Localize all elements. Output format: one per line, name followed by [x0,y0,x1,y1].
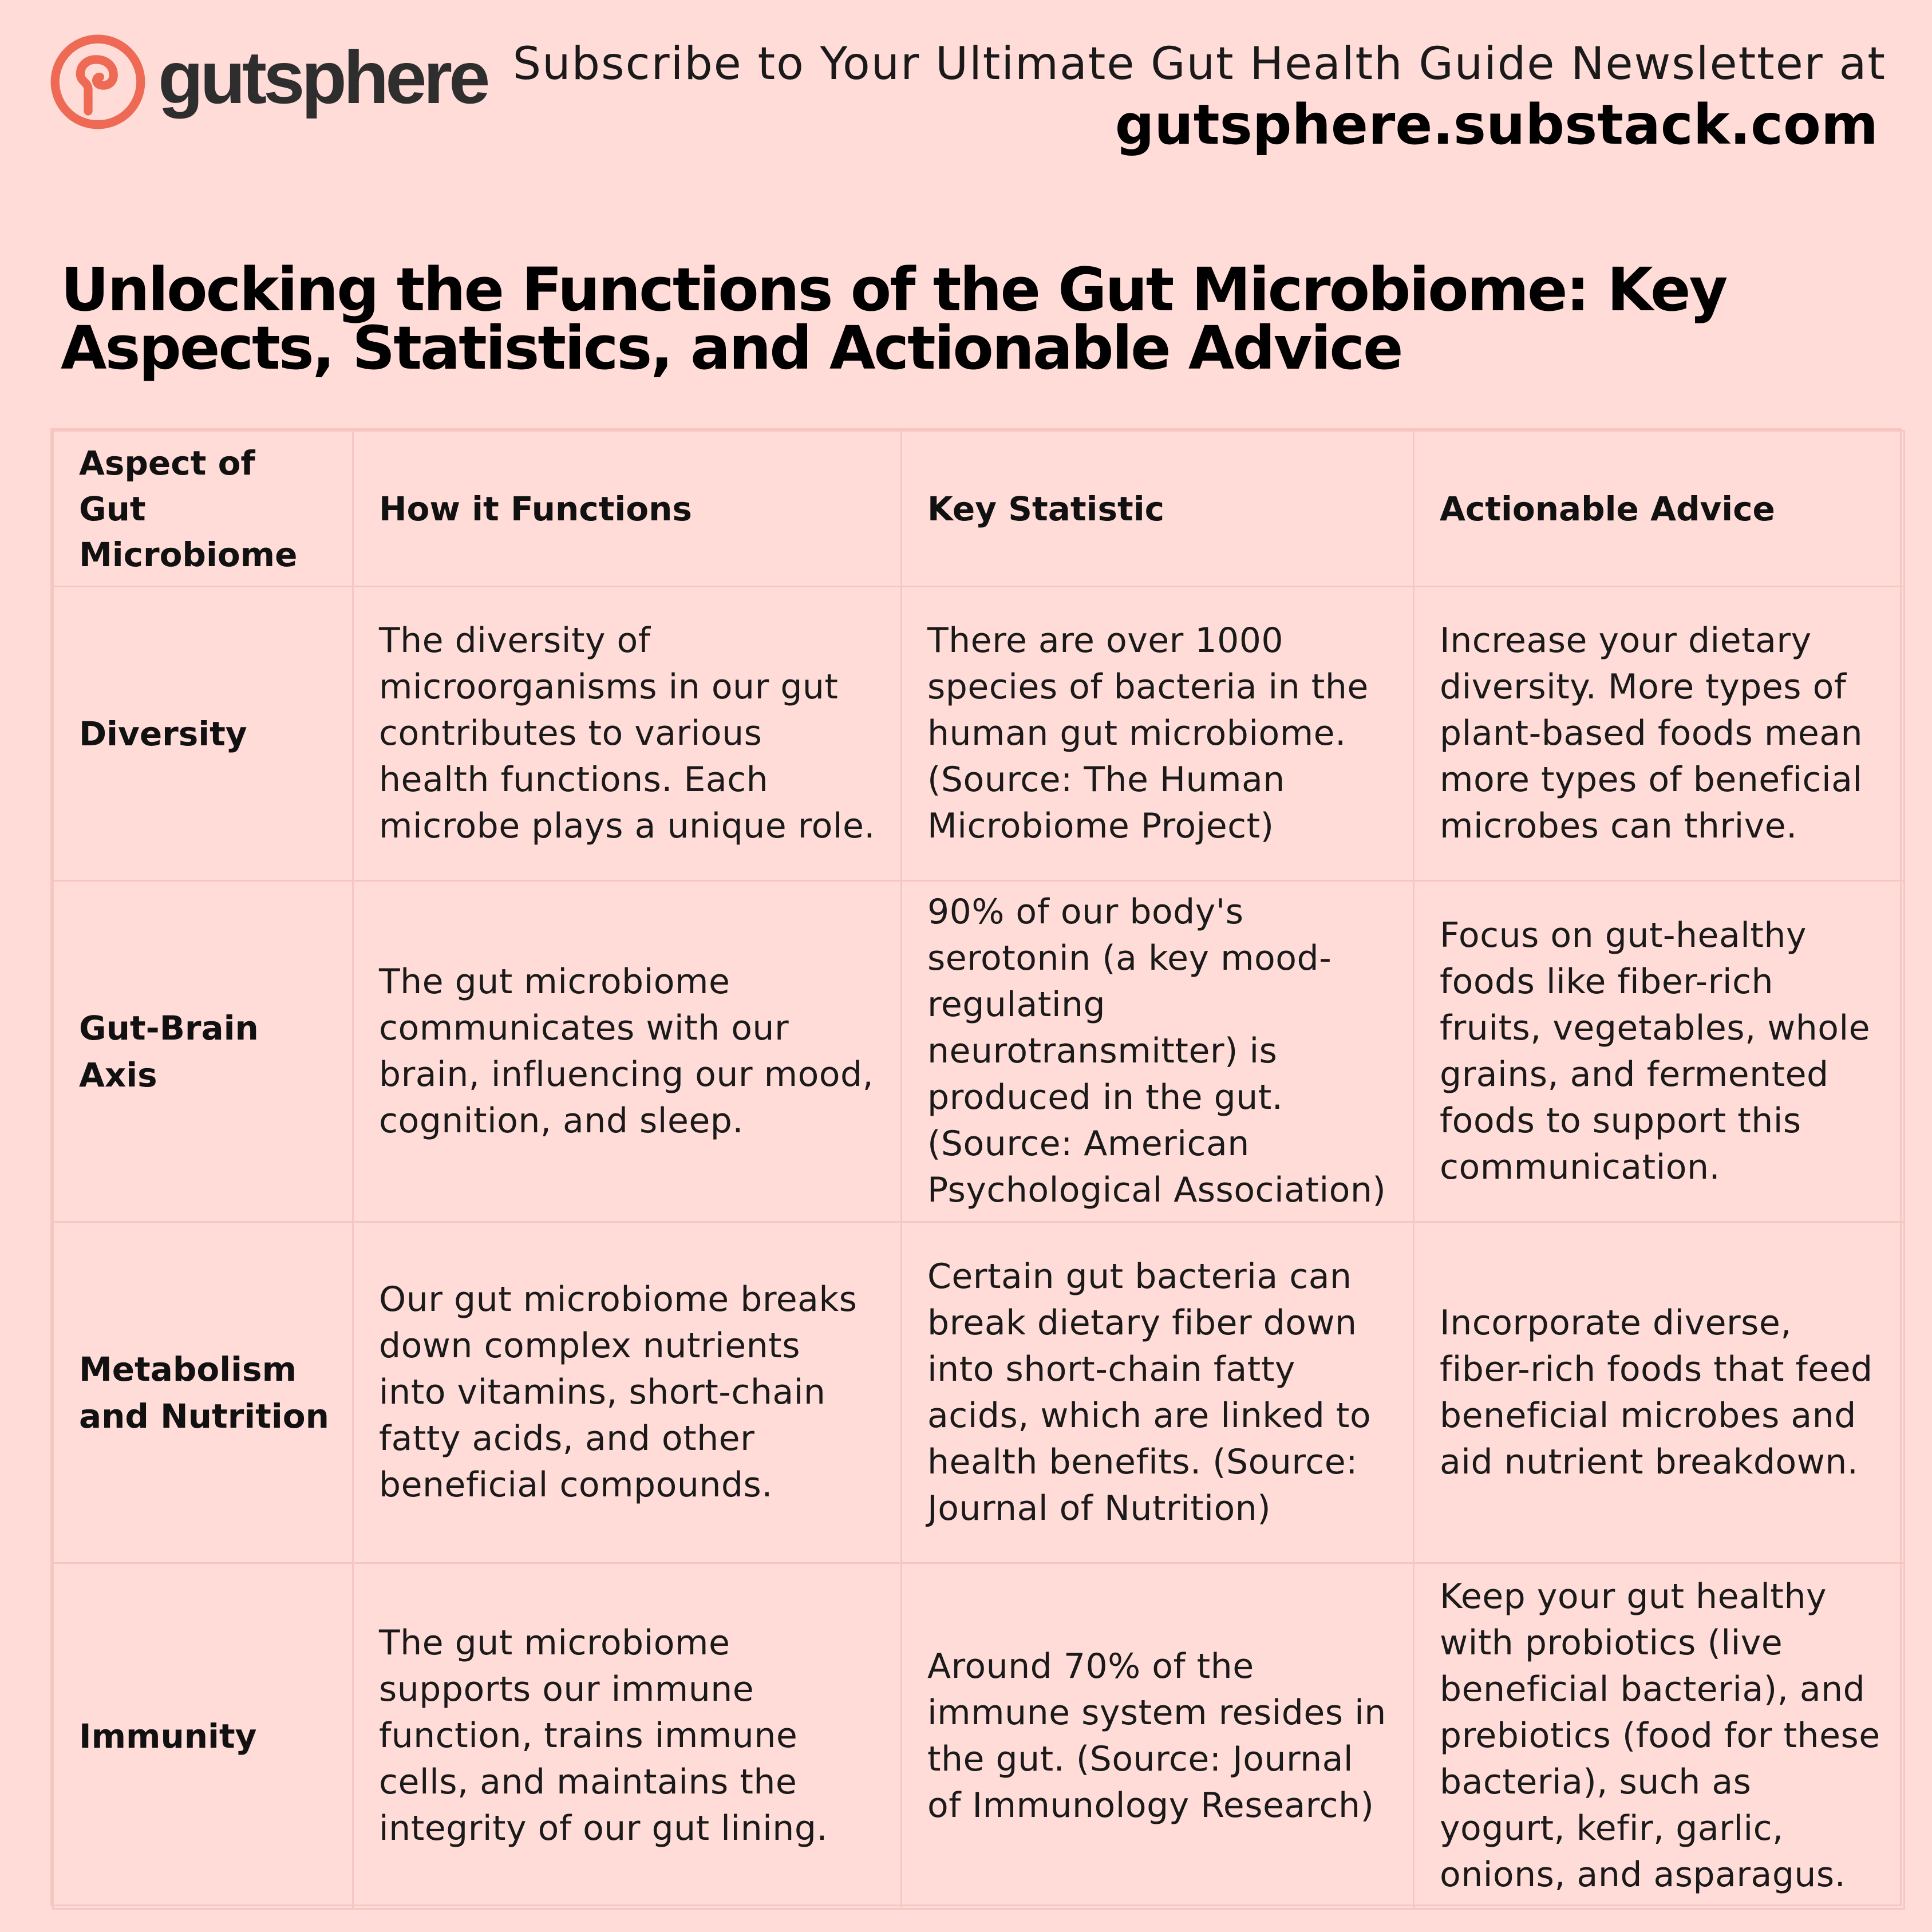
aspect-cell: Gut-Brain Axis [53,881,353,1222]
column-header-advice: Actionable Advice [1414,431,1905,587]
aspect-cell: Diversity [53,587,353,881]
advice-cell: Keep your gut healthy with probiotics (live beneficial bacteria), and prebiotics (food for these bacteria), such as yogurt, kefir, garlic, onions, and asparagus. [1414,1563,1905,1909]
aspect-cell: Immunity [53,1563,353,1909]
statistic-cell: 90% of our body's serotonin (a key mood-regulating neurotransmitter) is produced in the gut. (Source: American Psychological Association) [902,881,1414,1222]
gut-intestine-icon [49,33,147,131]
statistic-cell: Around 70% of the immune system resides in the gut. (Source: Journal of Immunology Research) [902,1563,1414,1909]
table-header-row [53,431,1905,587]
advice-cell: Incorporate diverse, fiber-rich foods that feed beneficial microbes and aid nutrient breakdown. [1414,1222,1905,1563]
function-cell: The diversity of microorganisms in our gut contributes to various health functions. Each microbe plays a unique role. [353,587,902,881]
statistic-cell: Certain gut bacteria can break dietary fiber down into short-chain fatty acids, which are linked to health benefits. (Source: Journal of Nutrition) [902,1222,1414,1563]
brand-name: gutsphere [158,35,487,119]
column-header-aspect: Aspect of Gut Microbiome [53,431,353,587]
page-title: Unlocking the Functions of the Gut Microbiome: Key Aspects, Statistics, and Actionable Advice [61,255,1726,383]
aspect-cell: Metabolism and Nutrition [53,1222,353,1563]
subscribe-banner [512,39,1886,159]
statistic-cell: There are over 1000 species of bacteria in the human gut microbiome. (Source: The Human Microbiome Project) [902,587,1414,881]
column-header-statistic: Key Statistic [902,431,1414,587]
advice-cell: Focus on gut-healthy foods like fiber-rich fruits, vegetables, whole grains, and fermented foods to support this communication. [1414,881,1905,1222]
brand-logo [49,33,487,131]
microbiome-table [50,428,1902,1906]
subscribe-text: Subscribe to Your Ultimate Gut Health Guide Newsletter at [512,38,1886,90]
newsletter-url[interactable]: gutsphere.substack.com [1115,92,1878,157]
function-cell: The gut microbiome communicates with our brain, influencing our mood, cognition, and sleep. [353,881,902,1222]
table-row [53,1563,1905,1909]
advice-cell: Increase your dietary diversity. More types of plant-based foods mean more types of beneficial microbes can thrive. [1414,587,1905,881]
table-row [53,881,1905,1222]
function-cell: Our gut microbiome breaks down complex nutrients into vitamins, short-chain fatty acids, and other beneficial compounds. [353,1222,902,1563]
table-row [53,1222,1905,1563]
column-header-function: How it Functions [353,431,902,587]
function-cell: The gut microbiome supports our immune function, trains immune cells, and maintains the integrity of our gut lining. [353,1563,902,1909]
table-row [53,587,1905,881]
table [52,430,1905,1910]
